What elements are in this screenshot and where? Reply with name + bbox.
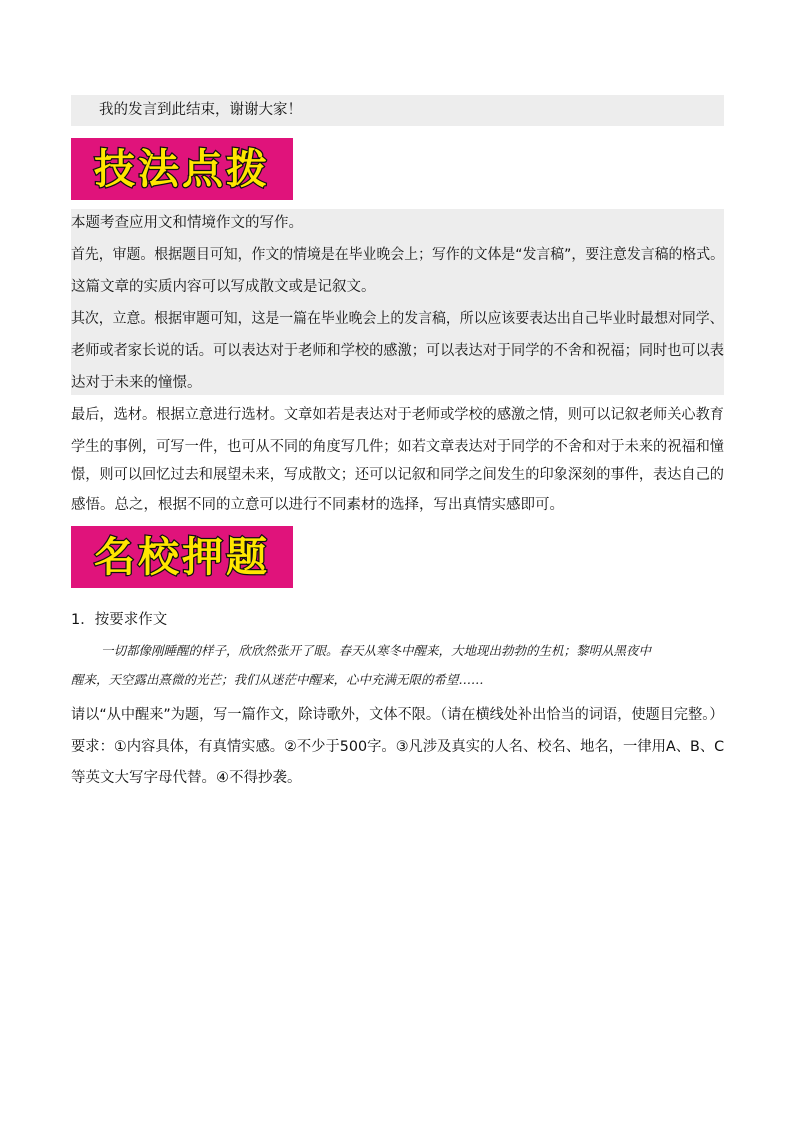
technique-banner: [71, 138, 293, 200]
school-banner: [71, 526, 293, 588]
analysis-line: 本题考查应用文和情境作文的写作。: [71, 215, 303, 231]
analysis-line: 这篇文章的实质内容可以写成散文或是记叙文。: [71, 279, 376, 295]
analysis-line: 憬，则可以回忆过去和展望未来，写成散文；还可以记叙和同学之间发生的印象深刻的事件，表达自己的: [71, 467, 724, 483]
question-heading: 1．按要求作文: [71, 612, 168, 628]
question-instruction: 等英文大写字母代替。④不得抄袭。: [71, 770, 302, 786]
question-material-line: 一切都像刚睡醒的样子，欣欣然张开了眼。春天从寒冬中醒来，大地现出勃勃的生机；黎明从黑夜中: [101, 643, 652, 658]
analysis-line: 达对于未来的憧憬。: [71, 375, 202, 391]
technique-banner-title: 技法点拨: [94, 144, 270, 193]
analysis-line: 感悟。总之，根据不同的立意可以进行不同素材的选择，写出真情实感即可。: [71, 497, 564, 513]
school-banner-title: 名校押题: [94, 532, 270, 581]
question-instruction: 要求：①内容具体，有真情实感。②不少于500字。③凡涉及真实的人名、校名、地名，一律用A、B、C: [71, 739, 725, 755]
analysis-line: 首先，审题。根据题目可知，作文的情境是在毕业晚会上；写作的文体是“发言稿”，要注意发言稿的格式。: [71, 247, 725, 263]
analysis-line: 老师或者家长说的话。可以表达对于老师和学校的感激；可以表达对于同学的不舍和祝福；同时也可以表: [71, 343, 724, 359]
analysis-line: 最后，选材。根据立意进行选材。文章如若是表达对于老师或学校的感激之情，则可以记叙老师关心教育: [71, 407, 724, 423]
analysis-line: 其次，立意。根据审题可知，这是一篇在毕业晚会上的发言稿，所以应该要表达出自己毕业时最想对同学、: [71, 311, 724, 327]
analysis-highlight: [71, 209, 724, 395]
question-instruction: 请以“从中醒来”为题，写一篇作文，除诗歌外，文体不限。（请在横线处补出恰当的词语，使题目完整。）: [71, 707, 724, 723]
analysis-line: 学生的事例，可写一件，也可从不同的角度写几件；如若文章表达对于同学的不舍和对于未来的祝福和憧: [71, 439, 724, 455]
closing-text: 我的发言到此结束，谢谢大家！: [99, 102, 302, 118]
question-material-line: 醒来，天空露出熹微的光芒；我们从迷茫中醒来，心中充满无限的希望……: [71, 672, 484, 687]
